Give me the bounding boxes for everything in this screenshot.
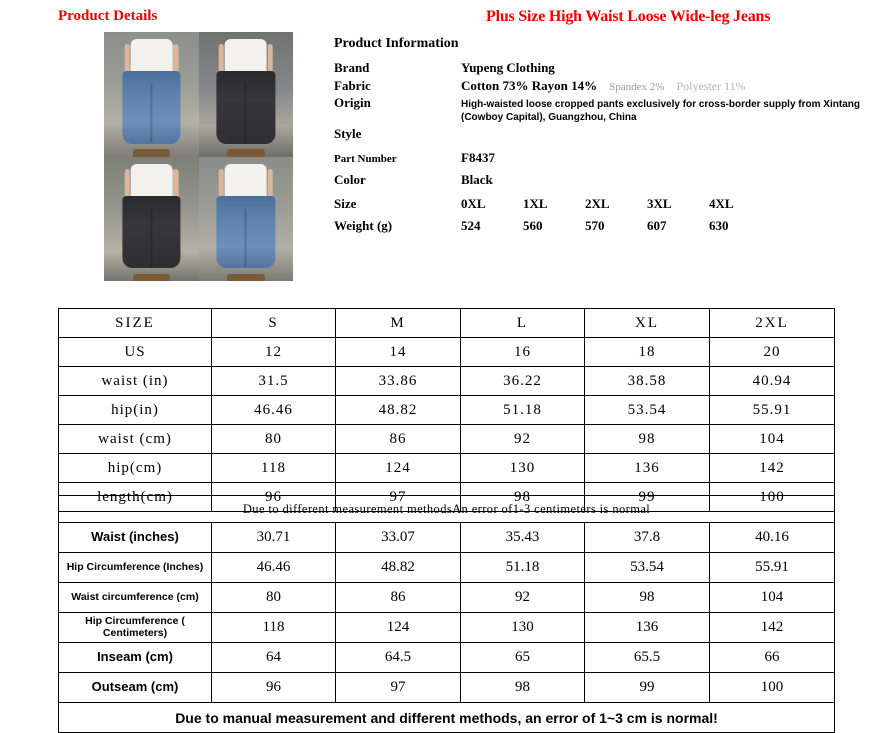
cell: 130 (461, 613, 585, 643)
cell: 118 (212, 454, 336, 483)
row-label-hip-circumference-cm: Hip Circumference ( Centimeters) (59, 613, 212, 643)
info-row-color (334, 172, 894, 188)
cell: 96 (212, 483, 336, 512)
col-header-size: SIZE (59, 309, 212, 338)
size-value-1xl: 1XL (523, 196, 548, 211)
weight-value-3xl: 607 (647, 218, 667, 233)
cell: 98 (585, 583, 710, 613)
info-value-spandex: Spandex 2% (609, 81, 665, 93)
cell: 14 (336, 338, 461, 367)
product-photo-4 (199, 157, 294, 282)
cell: 33.07 (336, 523, 461, 553)
col-header-m: M (336, 309, 461, 338)
weight-value-2xl: 570 (585, 218, 605, 233)
cell: 142 (710, 613, 835, 643)
table-row (59, 553, 835, 583)
size-value-3xl: 3XL (647, 196, 672, 211)
cell: 46.46 (212, 396, 336, 425)
row-label-hip-cm: hip(cm) (59, 454, 212, 483)
info-row-fabric (334, 78, 894, 94)
size-value-2xl: 2XL (585, 196, 610, 211)
info-value-part-number: F8437 (461, 150, 495, 165)
row-label-waist-in: waist (in) (59, 367, 212, 396)
cell: 55.91 (710, 553, 835, 583)
cell: 92 (461, 425, 585, 454)
cell: 142 (710, 454, 835, 483)
table-row (59, 396, 835, 425)
table-row (59, 454, 835, 483)
product-information-title: Product Information (334, 36, 459, 51)
cell: 12 (212, 338, 336, 367)
cell: 53.54 (585, 396, 710, 425)
cell: 18 (585, 338, 710, 367)
cell: 124 (336, 454, 461, 483)
cell: 97 (336, 673, 461, 703)
row-label-waist-cm: waist (cm) (59, 425, 212, 454)
table-row (59, 338, 835, 367)
info-label-origin: Origin (334, 95, 371, 110)
cell: 97 (336, 483, 461, 512)
info-value-fabric: Cotton 73% Rayon 14% (461, 78, 598, 93)
size-value-0xl: 0XL (461, 196, 486, 211)
cell: 38.58 (585, 367, 710, 396)
cell: 99 (585, 673, 710, 703)
cell: 124 (336, 613, 461, 643)
cell: 46.46 (212, 553, 336, 583)
table-row (59, 523, 835, 553)
info-label-color: Color (334, 172, 366, 187)
row-label-length-cm: length(cm) (59, 483, 212, 512)
product-photo-collage (104, 32, 293, 281)
table-row (59, 309, 835, 338)
row-label-waist-circumference-cm: Waist circumference (cm) (59, 583, 212, 613)
cell: 35.43 (461, 523, 585, 553)
cell: 40.16 (710, 523, 835, 553)
cell: 136 (585, 613, 710, 643)
table-row (59, 613, 835, 643)
measurement-note-bottom: Due to manual measurement and different methods, an error of 1~3 cm is normal! (59, 703, 835, 733)
cell: 104 (710, 583, 835, 613)
cell: 96 (212, 673, 336, 703)
cell: 51.18 (461, 396, 585, 425)
cell: 20 (710, 338, 835, 367)
cell: 64.5 (336, 643, 461, 673)
row-label-us: US (59, 338, 212, 367)
info-value-origin-desc: High-waisted loose cropped pants exclusively for cross-border supply from Xintang (Cowboy Capital), Guangzhou, China (461, 99, 860, 123)
cell: 92 (461, 583, 585, 613)
cell: 33.86 (336, 367, 461, 396)
cell: 80 (212, 425, 336, 454)
page-title-left: Product Details (58, 8, 158, 24)
cell: 48.82 (336, 553, 461, 583)
row-label-hip-in: hip(in) (59, 396, 212, 425)
product-photo-2 (199, 32, 294, 157)
cell: 30.71 (212, 523, 336, 553)
weight-value-0xl: 524 (461, 218, 481, 233)
col-header-l: L (461, 309, 585, 338)
info-label-brand: Brand (334, 60, 370, 75)
product-information-block (334, 36, 894, 236)
info-row-origin (334, 95, 894, 124)
info-weight-values (461, 218, 771, 234)
col-header-xl: XL (585, 309, 710, 338)
cell: 53.54 (585, 553, 710, 583)
info-label-fabric: Fabric (334, 78, 371, 93)
info-label-part-number: Part Number (334, 153, 397, 165)
weight-value-1xl: 560 (523, 218, 543, 233)
info-value-brand: Yupeng Clothing (461, 60, 555, 75)
page-title-right: Plus Size High Waist Loose Wide-leg Jeans (486, 8, 771, 25)
table-row (59, 673, 835, 703)
row-label-inseam-cm: Inseam (cm) (59, 643, 212, 673)
cell: 36.22 (461, 367, 585, 396)
row-label-hip-circumference-inches: Hip Circumference (Inches) (59, 553, 212, 583)
cell: 99 (585, 483, 710, 512)
cell: 31.5 (212, 367, 336, 396)
info-size-values (461, 196, 771, 212)
size-value-4xl: 4XL (709, 196, 734, 211)
cell: 98 (461, 483, 585, 512)
info-label-size: Size (334, 196, 357, 211)
cell: 55.91 (710, 396, 835, 425)
weight-value-4xl: 630 (709, 218, 729, 233)
info-label-style: Style (334, 126, 362, 141)
table-row (59, 703, 835, 733)
size-chart-table-metric (58, 308, 835, 512)
cell: 118 (212, 613, 336, 643)
cell: 51.18 (461, 553, 585, 583)
cell: 104 (710, 425, 835, 454)
table-row (59, 583, 835, 613)
cell: 40.94 (710, 367, 835, 396)
info-row-weight (334, 218, 894, 234)
col-header-s: S (212, 309, 336, 338)
measurement-table (58, 495, 835, 733)
product-photo-3 (104, 157, 199, 282)
table-row (59, 367, 835, 396)
info-row-brand (334, 60, 894, 76)
table-row (59, 425, 835, 454)
row-label-outseam-cm: Outseam (cm) (59, 673, 212, 703)
cell: 48.82 (336, 396, 461, 425)
cell: 66 (710, 643, 835, 673)
table-row (59, 643, 835, 673)
cell: 86 (336, 583, 461, 613)
row-label-waist-inches: Waist (inches) (59, 523, 212, 553)
cell: 37.8 (585, 523, 710, 553)
info-row-part-number (334, 150, 894, 166)
info-row-size (334, 196, 894, 212)
col-header-2xl: 2XL (710, 309, 835, 338)
cell: 16 (461, 338, 585, 367)
table-row (59, 496, 835, 523)
cell: 80 (212, 583, 336, 613)
cell: 86 (336, 425, 461, 454)
cell: 98 (461, 673, 585, 703)
product-photo-1 (104, 32, 199, 157)
cell: 65 (461, 643, 585, 673)
cell: 64 (212, 643, 336, 673)
cell: 136 (585, 454, 710, 483)
info-value-polyester: Polyester 11% (676, 79, 746, 93)
cell: 100 (710, 673, 835, 703)
cell: 130 (461, 454, 585, 483)
cell: 65.5 (585, 643, 710, 673)
info-value-color: Black (461, 172, 493, 187)
info-row-style (334, 126, 894, 142)
info-label-weight: Weight (g) (334, 218, 393, 233)
cell: 100 (710, 483, 835, 512)
measurement-note-top: Due to different measurement methodsAn error of1-3 centimeters is normal (59, 496, 835, 523)
cell: 98 (585, 425, 710, 454)
